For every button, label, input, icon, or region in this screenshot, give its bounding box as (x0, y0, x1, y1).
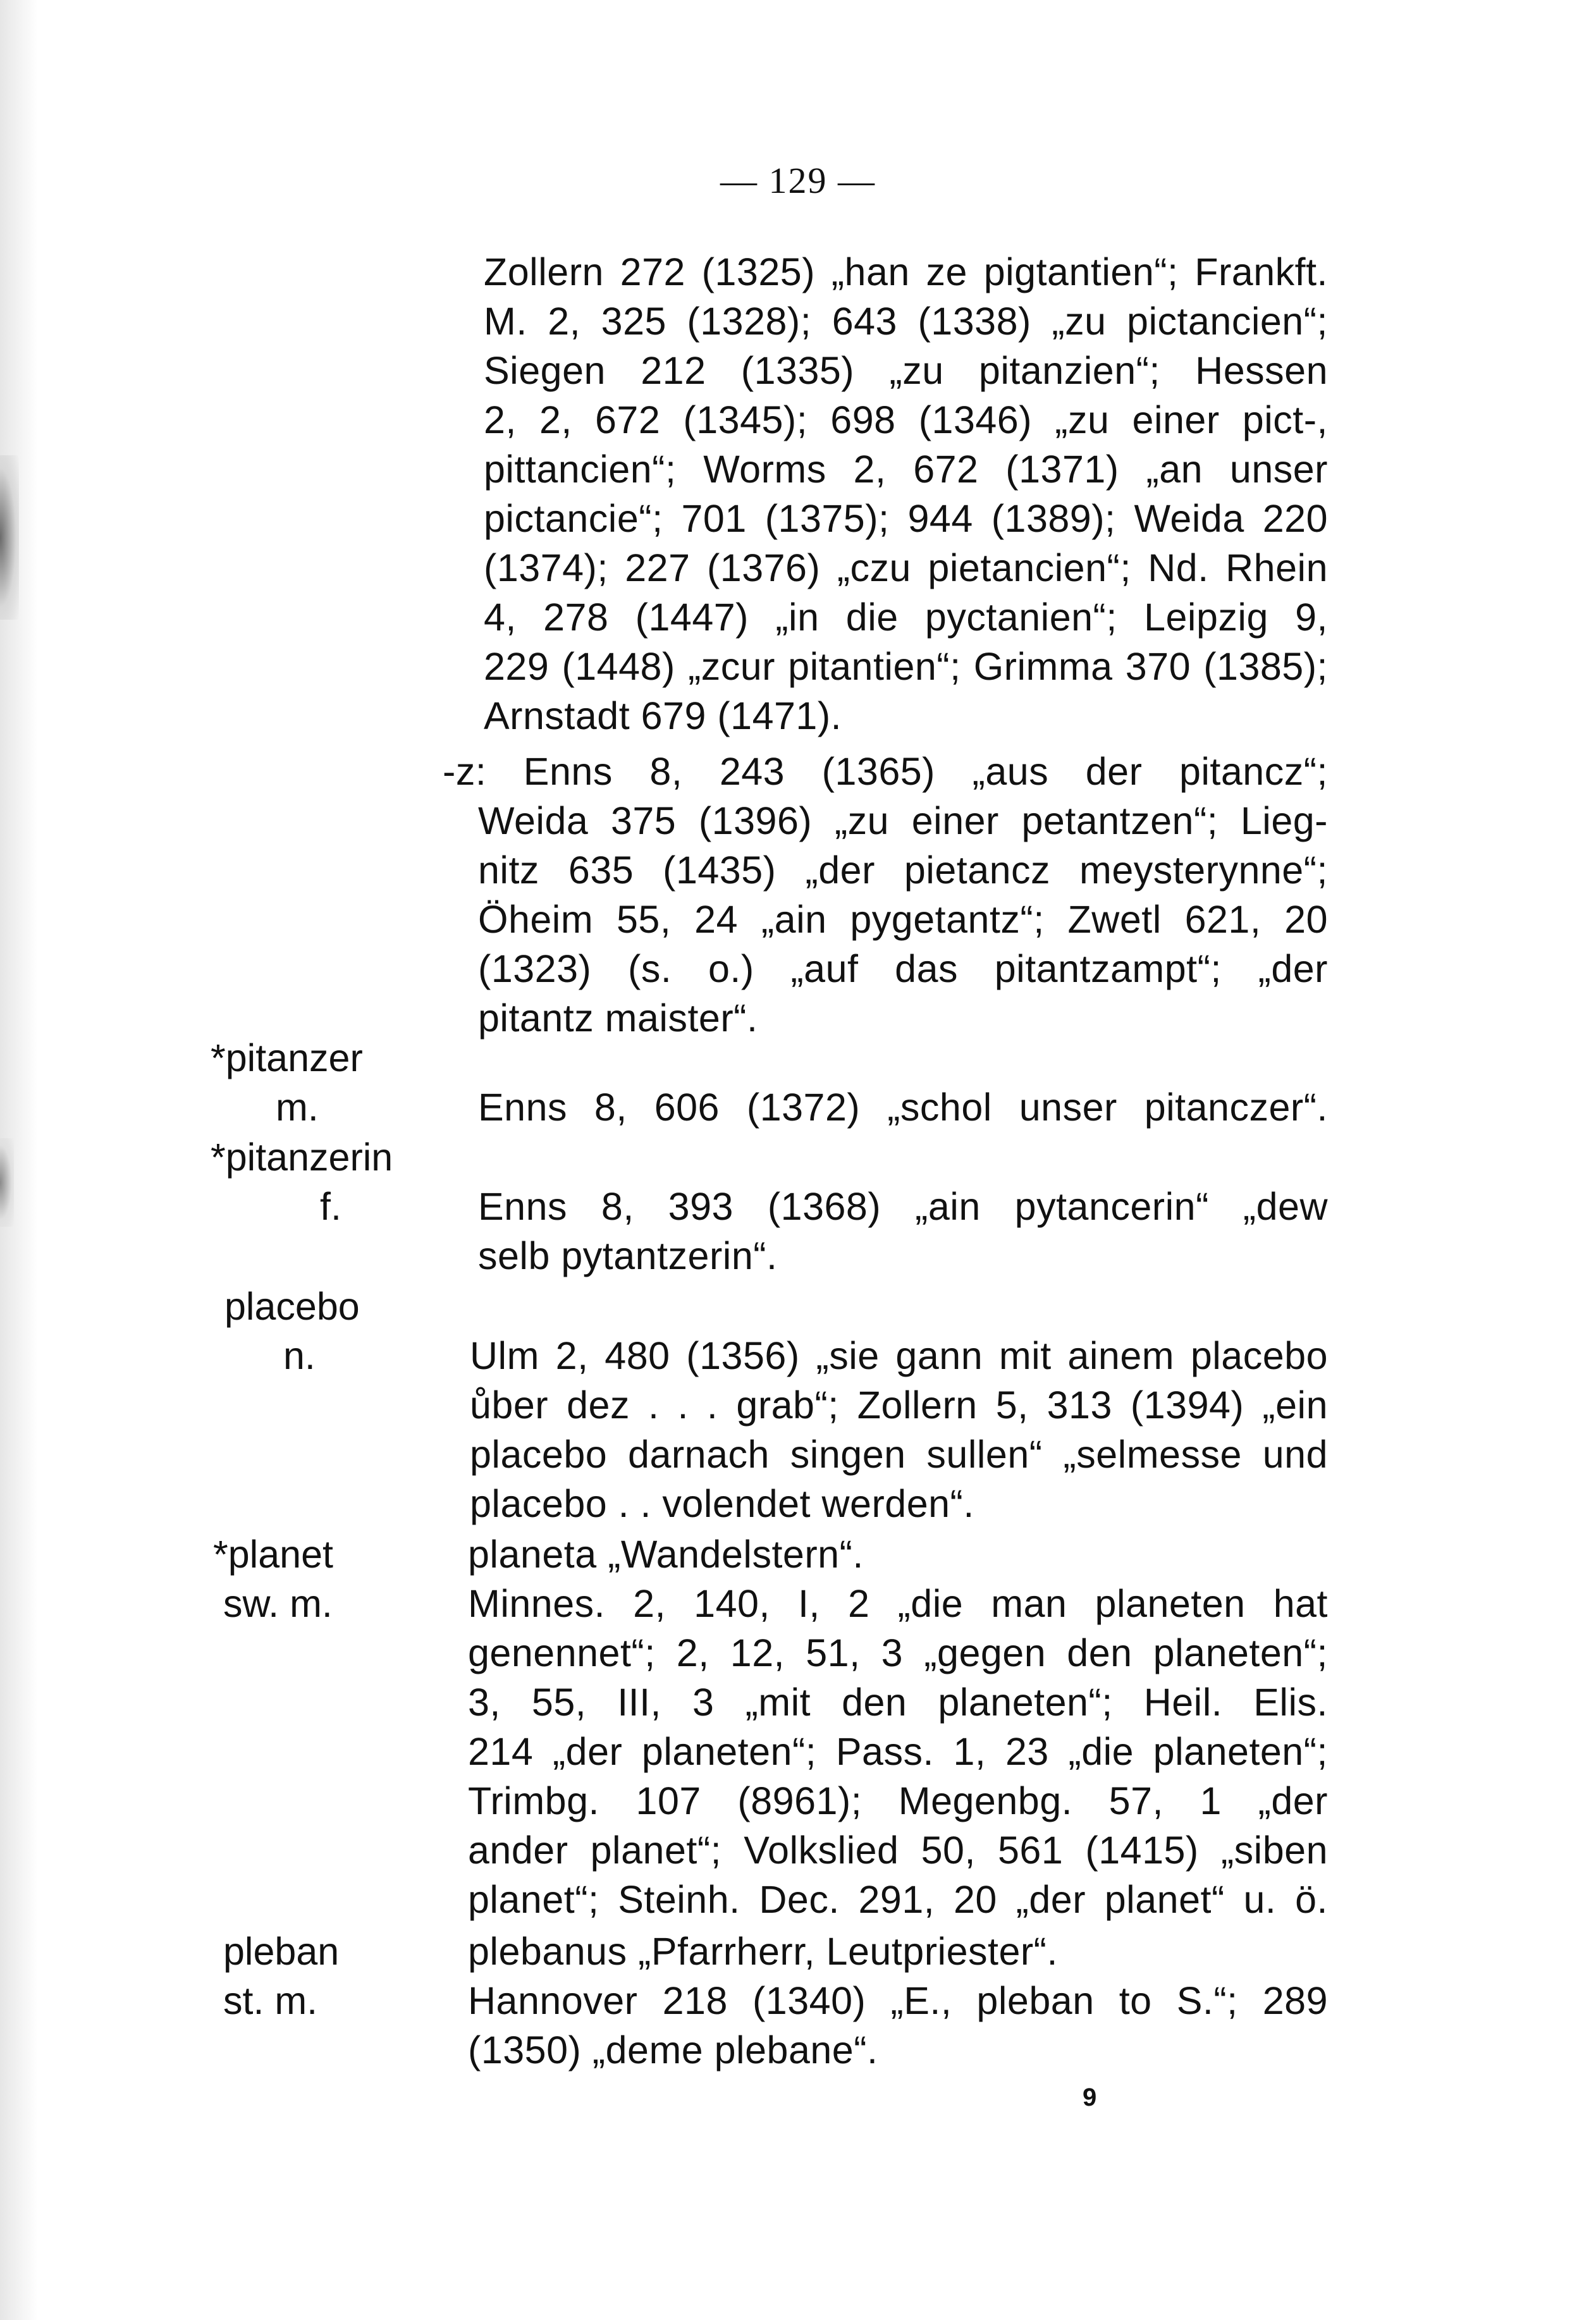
text-line: planeta „Wandelstern“. (468, 1533, 864, 1576)
text-line: Siegen 212 (1335) „zu pitanzien“; Hessen (484, 349, 1328, 392)
headword: *pitanzerin (211, 1136, 393, 1179)
text-line: genennet“; 2, 12, 51, 3 „gegen den planeten“; (468, 1631, 1328, 1674)
headword: *planet (213, 1533, 333, 1576)
text-line: placebo . . volendet werden“. (470, 1482, 974, 1525)
text-line: (1323) (s. o.) „auf das pitantzampt“; „der (478, 947, 1328, 990)
text-line: 229 (1448) „zcur pitantien“; Grimma 370 (1385); (484, 645, 1328, 688)
text-line: Arnstadt 679 (1471). (484, 694, 842, 737)
headword: pleban (223, 1930, 340, 1973)
text-line: pitantz maister“. (478, 997, 758, 1040)
text-line: ůber dez . . . grab“; Zollern 5, 313 (1394) „ein (470, 1384, 1328, 1427)
text-line: selb pytantzerin“. (478, 1234, 778, 1277)
scan-blot (0, 455, 19, 620)
text-line: 3, 55, III, 3 „mit den planeten“; Heil. Elis. (468, 1681, 1328, 1724)
text-line: Trimbg. 107 (8961); Megenbg. 57, 1 „der (468, 1779, 1328, 1822)
text-line: nitz 635 (1435) „der pietancz meysterynne“; (478, 849, 1328, 892)
text-line: (1374); 227 (1376) „czu pietancien“; Nd. Rhein (484, 546, 1328, 589)
headword-gender: sw. m. (223, 1582, 333, 1625)
text-line: -z: Enns 8, 243 (1365) „aus der pitancz“; (443, 750, 1328, 793)
text-line: 214 „der planeten“; Pass. 1, 23 „die planeten“; (468, 1730, 1328, 1773)
headword-gender: n. (283, 1334, 316, 1377)
text-line: 4, 278 (1447) „in die pyctanien“; Leipzig 9, (484, 596, 1328, 639)
page-number: — 129 — (720, 160, 876, 201)
headword-gender: f. (320, 1185, 341, 1228)
scan-blot (0, 1138, 14, 1227)
text-line: Ulm 2, 480 (1356) „sie gann mit ainem placebo (470, 1334, 1328, 1377)
text-line: Enns 8, 606 (1372) „schol unser pitanczer“. (478, 1086, 1328, 1129)
text-line: pictancie“; 701 (1375); 944 (1389); Weida 220 (484, 497, 1328, 540)
headword-gender: st. m. (223, 1979, 318, 2022)
text-line: (1350) „deme plebane“. (468, 2028, 878, 2071)
text-line: planet“; Steinh. Dec. 291, 20 „der planet“ u. ö. (468, 1878, 1328, 1921)
text-line: Öheim 55, 24 „ain pygetantz“; Zwetl 621, 20 (478, 898, 1328, 941)
headword: placebo (224, 1285, 360, 1328)
text-line: plebanus „Pfarrherr, Leutpriester“. (468, 1930, 1058, 1973)
text-line: 2, 2, 672 (1345); 698 (1346) „zu einer pict-, (484, 398, 1328, 441)
headword: *pitanzer (211, 1036, 363, 1079)
text-line: Hannover 218 (1340) „E., pleban to S.“; 289 (468, 1979, 1328, 2022)
text-line: M. 2, 325 (1328); 643 (1338) „zu pictancien“; (484, 300, 1328, 343)
signature-mark: 9 (1083, 2084, 1097, 2111)
text-line: Enns 8, 393 (1368) „ain pytancerin“ „dew (478, 1185, 1328, 1228)
text-line: ander planet“; Volkslied 50, 561 (1415) „siben (468, 1829, 1328, 1872)
text-line: Weida 375 (1396) „zu einer petantzen“; Lieg- (478, 799, 1328, 842)
text-line: Zollern 272 (1325) „han ze pigtantien“; Frankft. (484, 250, 1328, 293)
text-line: placebo darnach singen sullen“ „selmesse und (470, 1433, 1328, 1476)
headword-gender: m. (276, 1086, 319, 1129)
text-line: Minnes. 2, 140, I, 2 „die man planeten hat (468, 1582, 1328, 1625)
text-line: pittancien“; Worms 2, 672 (1371) „an unser (484, 448, 1328, 491)
